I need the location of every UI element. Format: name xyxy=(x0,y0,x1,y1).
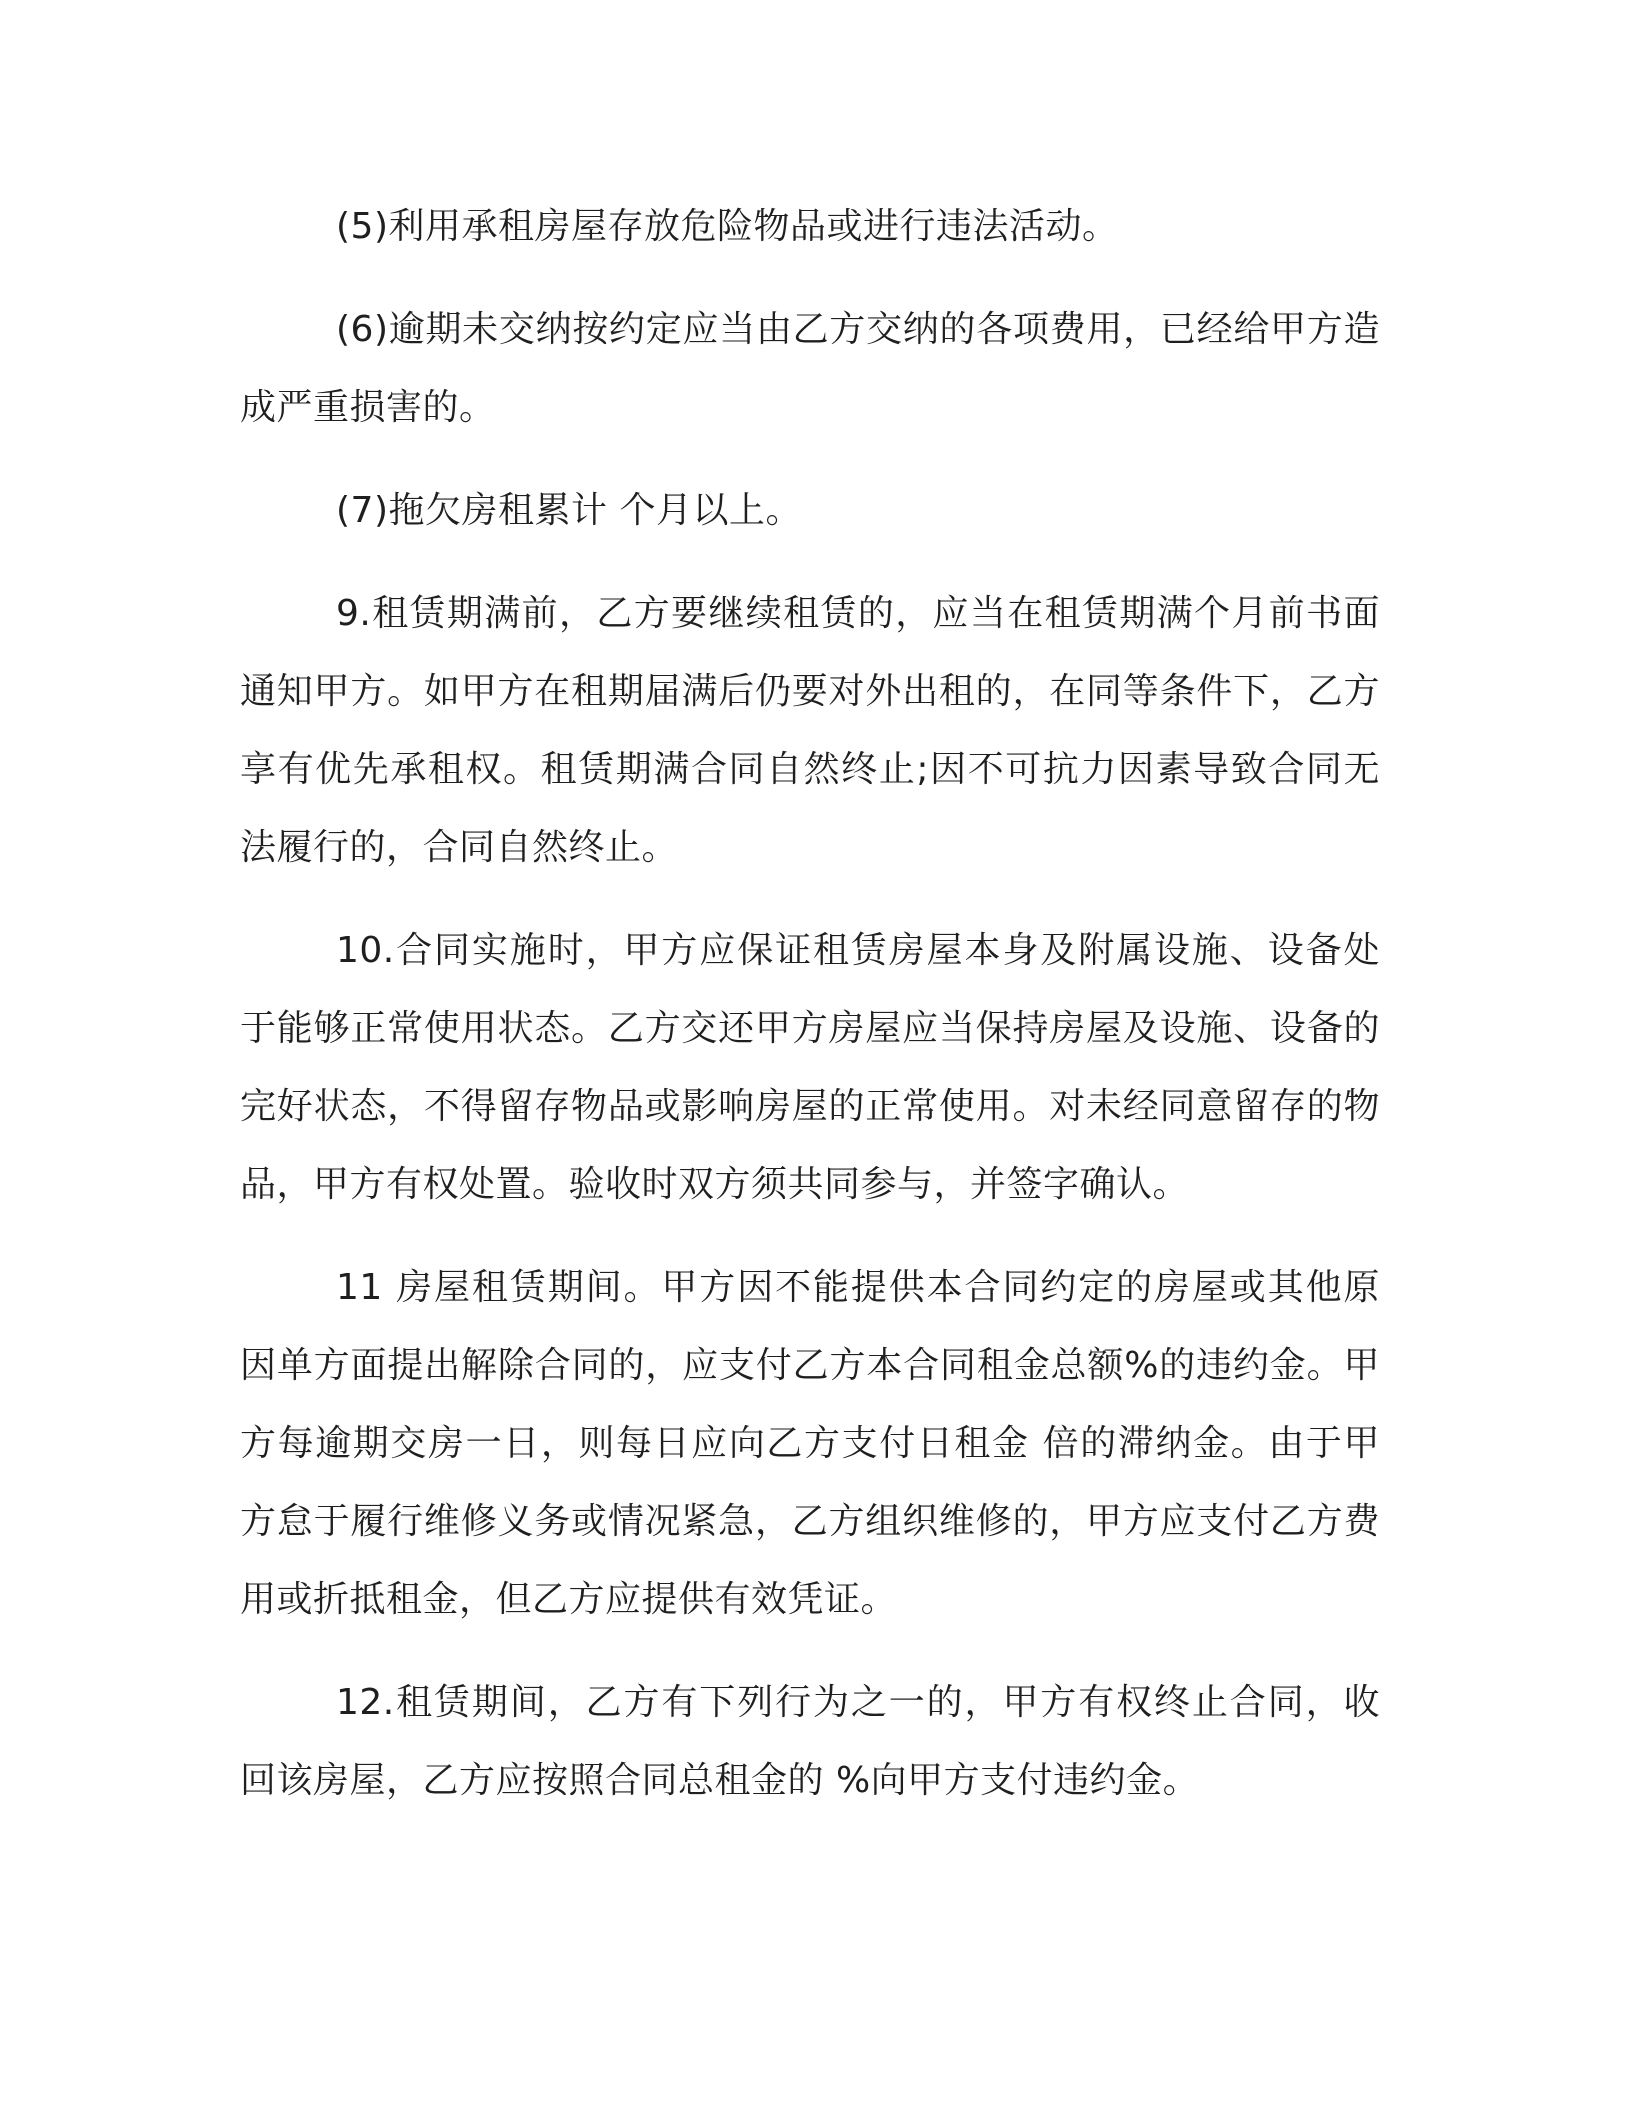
clause-12: 12.租赁期间，乙方有下列行为之一的，甲方有权终止合同，收回该房屋，乙方应按照合同总租金的 %向甲方支付违约金。 xyxy=(240,1682,1380,1801)
clause-5: (5)利用承租房屋存放危险物品或进行违法活动。 xyxy=(336,206,1119,247)
document-page xyxy=(240,188,1380,1845)
clause-11: 11 房屋租赁期间。甲方因不能提供本合同约定的房屋或其他原因单方面提出解除合同的，应支付乙方本合同租金总额%的违约金。甲方每逾期交房一日，则每日应向乙方支付日租金 倍的滞纳金。由于甲方怠于履行维修义务或情况紧急，乙方组织维修的，甲方应支付乙方费用或折抵租金，但乙方应提供有效凭证。 xyxy=(240,1267,1380,1620)
clause-6: (6)逾期未交纳按约定应当由乙方交纳的各项费用，已经给甲方造成严重损害的。 xyxy=(240,309,1380,428)
clause-7: (7)拖欠房租累计 个月以上。 xyxy=(336,490,802,531)
clause-10: 10.合同实施时，甲方应保证租赁房屋本身及附属设施、设备处于能够正常使用状态。乙方交还甲方房屋应当保持房屋及设施、设备的完好状态，不得留存物品或影响房屋的正常使用。对未经同意留存的物品，甲方有权处置。验收时双方须共同参与，并签字确认。 xyxy=(240,930,1380,1205)
clause-9: 9.租赁期满前，乙方要继续租赁的，应当在租赁期满个月前书面通知甲方。如甲方在租期届满后仍要对外出租的，在同等条件下，乙方享有优先承租权。租赁期满合同自然终止;因不可抗力因素导致合同无法履行的，合同自然终止。 xyxy=(240,593,1380,868)
